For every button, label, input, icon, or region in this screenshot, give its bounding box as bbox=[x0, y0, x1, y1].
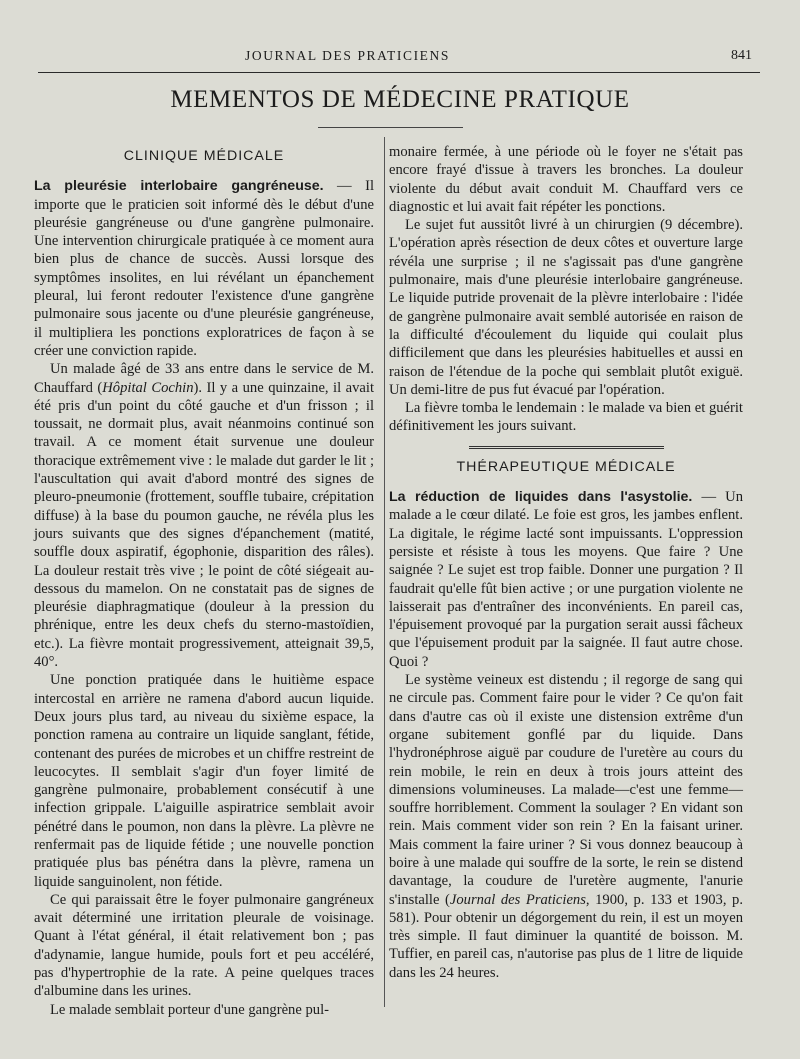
running-head bbox=[0, 40, 800, 70]
page-number: 841 bbox=[731, 48, 752, 63]
paragraph: monaire fermée, à une période où le foyer ne s'était pas encore frayé d'issue à travers les bronches. La douleur violente du début avait conduit M. Chauffard vers ce diagnostic et lui avait fait répéter les ponctions. bbox=[389, 144, 743, 215]
paragraph: Ce qui paraissait être le foyer pulmonaire gangréneux avait déterminé une irritation pleurale de voisinage. Quant à l'état général, il était relativement bon ; pas d'adynamie, langue humide, pouls fort et peu accéléré, pas d'hypertrophie de la rate. A peine quelques traces d'albumine dans les urines. bbox=[34, 891, 374, 1000]
paragraph: La fièvre tomba le lendemain : le malade va bien et guérit définitivement les jours suivant. bbox=[389, 400, 743, 435]
journal-reference: Journal des Praticiens bbox=[449, 891, 586, 908]
left-column bbox=[34, 143, 374, 1019]
article-title-pleuresie: La pleurésie interlobaire gangréneuse. bbox=[34, 178, 324, 195]
paragraph bbox=[389, 671, 743, 982]
paragraph bbox=[34, 177, 374, 360]
article-title-asystolie: La réduction de liquides dans l'asystolie. bbox=[389, 489, 693, 506]
header-rule bbox=[38, 72, 760, 73]
paragraph bbox=[34, 360, 374, 671]
paragraph bbox=[389, 488, 743, 671]
paragraph: Le sujet fut aussitôt livré à un chirurgien (9 décembre). L'opération après résection de deux côtes et ouverture large révéla une surprise ; il ne s'agissait pas d'une gangrène pulmonaire, mais d'une pleurésie interlobaire gangréneuse. Le liquide putride provenait de la plèvre interlobaire : l'idée de gangrène pulmonaire avait semblé autorisée en raison de la difficulté d'écoulement du liquide qui coulait plus difficilement que dans les pleurésies habituelles et aussi en raison de l'étendue de la poche qui semblait plutôt exiguë. Un demi-litre de pus fut évacué par l'opération. bbox=[389, 217, 743, 398]
paragraph-text: — Un malade a le cœur dilaté. Le foie est gros, les jambes enflent. La digitale, le régime lacté sont impuissants. L'oppression persiste et résiste à tous les moyens. Que faire ? Une saignée ? Le sujet est trop faible. Donner une purgation ? Il faudrait qu'elle fût bien active ; or une purgation violente ne laisserait pas d'entraîner des inconvénients. En pareil cas, l'épuisement provoqué par la purgation serait aussi fâcheux que l'épuisement produit par la saignée. Il faut autre chose. Quoi ? bbox=[389, 489, 743, 670]
paragraph-text: , 1900, p. 133 et 1903, p. 581). Pour obtenir un dégorgement du rein, il est un moyen très simple. Il faut diminuer la quantité de boisson. M. Tuffier, en pareil cas, n'autorise pas plus de 1 litre de liquide dans les 24 heures. bbox=[389, 891, 744, 981]
paragraph-text: — Il importe que le praticien soit informé dès le début d'une pleurésie gangréneuse ou d'une gangrène pulmonaire. Une intervention chirurgicale pratiquée à ce moment aura bien plus de chance de succès. Aussi lorsque des symptômes insolites, en lui révélant un épanchement pleural, lui feront redouter l'existence d'une gangrène pulmonaire sous jacente ou d'une pleurésie gangréneuse, il multipliera les ponctions exploratrices de façon à se créer une conviction rapide. bbox=[34, 178, 374, 359]
journal-title: JOURNAL DES PRATICIENS bbox=[245, 48, 450, 63]
paragraph: Le malade semblait porteur d'une gangrène pul- bbox=[50, 1001, 329, 1018]
section-heading-clinique: CLINIQUE MÉDICALE bbox=[123, 148, 285, 164]
section-separator bbox=[469, 446, 664, 449]
section-heading-therapeutique: THÉRAPEUTIQUE MÉDICALE bbox=[456, 458, 676, 475]
hospital-reference: Hôpital Cochin bbox=[102, 379, 194, 396]
title-rule bbox=[318, 127, 463, 128]
paragraph-text: Un malade âgé de 33 ans entre dans le service de M. Chauffard ( bbox=[34, 361, 374, 396]
right-column bbox=[389, 143, 743, 982]
column-divider bbox=[384, 137, 385, 1007]
main-title: MEMENTOS DE MÉDECINE PRATIQUE bbox=[170, 86, 630, 113]
paragraph-text: Le système veineux est distendu ; il regorge de sang qui ne circule pas. Comment faire pour le vider ? Ce qu'on fait dans d'autre cas où il existe une distension extrême d'un organe subitement gonflé par du liquide. Dans l'hydronéphrose aiguë par coudure de l'uretère au cours du rein mobile, le rein en deux à trois jours atteint des dimensions volumineuses. La malade—c'est une femme—souffre horriblement. Comment la soulager ? En vidant son rein. Mais comment vider son rein ? En la faisant uriner. Mais comment la faire uriner ? Si vous donnez beaucoup à boire à une malade qui souffre de la sorte, le rein se distend davantage, la coudure de l'uretère augmente, l'anurie s'installe ( bbox=[389, 672, 743, 908]
paragraph: Une ponction pratiquée dans le huitième espace intercostal en arrière ne ramena d'abord aucun liquide. Deux jours plus tard, au niveau du sixième espace, la ponction ramena au contraire un liquide sanglant, fétide, contenant des purées de microbes et un chiffre restreint de leucocytes. Il semblait s'agir d'un foyer limité de gangrène pulmonaire, probablement consécutif à une infection grippale. L'aiguille aspiratrice semblait avoir pénétré dans le poumon, non dans la plèvre. La plèvre ne renfermait pas de liquide fétide ; une nouvelle ponction pratiquée plus bas pénétra dans la plèvre, ramena un liquide sanguinolent, non fétide. bbox=[34, 672, 374, 890]
paragraph-text: ). Il y a une quinzaine, il avait été pris d'un point du côté gauche et d'un frisson ; il toussait, ne dormait plus, avait néanmoins continué son travail. A ce moment était survenue une douleur thoracique extrêmement vive : le malade dut garder le lit ; l'auscultation qui avait d'abord montré des signes de pleuro-pneumonie (frottement, souffle tubaire, crépitation diffuse) à la base du poumon gauche, ne révéla plus les jours suivants que des signes d'épanchement (matité, souffle doux aspiratif, égophonie, disparition des râles). La douleur restait très vive ; le point de côté siégeait au-dessous du mamelon. On ne constatait pas de signes de pleurésie diaphragmatique (douleur à la pression du phrénique, entre les deux chefs du sterno-mastoïdien, etc.). La fièvre montait progressivement, atteignait 39,5, 40°. bbox=[34, 379, 375, 671]
